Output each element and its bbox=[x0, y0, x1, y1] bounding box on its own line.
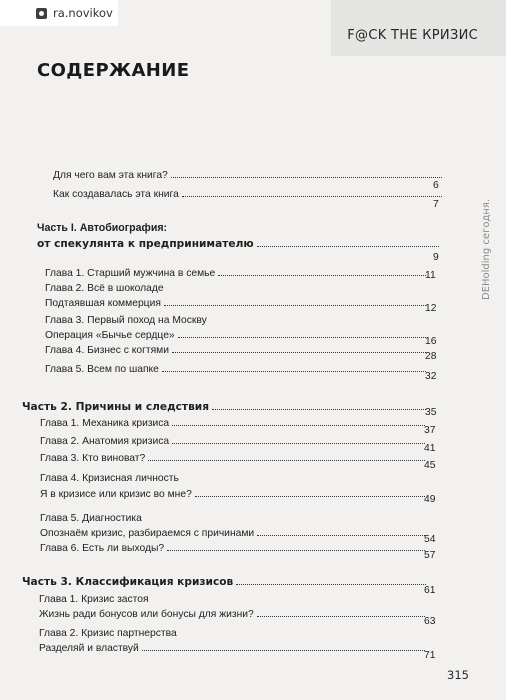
part-title: от спекулянта к предпринимателю bbox=[37, 238, 254, 250]
dot-leader bbox=[257, 534, 425, 536]
toc-page-ch5 bbox=[425, 369, 445, 382]
dot-leader bbox=[167, 549, 425, 551]
entry-title: Глава 6. Есть ли выходы? bbox=[40, 543, 165, 554]
entry-subtitle: Операция «Бычье сердце» bbox=[45, 330, 175, 341]
toc-page-ch2c bbox=[424, 648, 444, 661]
toc-entry-ch6b bbox=[40, 541, 428, 554]
entry-title: Глава 2. Анатомия кризиса bbox=[40, 436, 170, 447]
author-icon bbox=[36, 8, 47, 19]
book-title: F@CK THE КРИЗИС bbox=[347, 28, 478, 43]
page-num: 28 bbox=[425, 351, 437, 362]
toc-entry-part-3 bbox=[22, 575, 429, 588]
entry-title: Глава 5. Всем по шапке bbox=[45, 364, 159, 375]
toc-page-ch4 bbox=[425, 349, 445, 362]
toc-entry-part-1 bbox=[37, 237, 442, 250]
entry-title: Глава 1. Механика кризиса bbox=[40, 418, 170, 429]
entry-subtitle: Опознаём кризис, разбираемся с причинами bbox=[40, 528, 255, 539]
toc-page-part-3 bbox=[424, 583, 444, 596]
page-num: 11 bbox=[425, 270, 436, 281]
toc-page-ch6b bbox=[424, 548, 444, 561]
dot-leader bbox=[212, 408, 426, 410]
dot-leader bbox=[171, 176, 442, 178]
toc-page-ch2 bbox=[425, 301, 445, 314]
page-number: 315 bbox=[447, 668, 469, 682]
toc-entry-ch4b-subtitle bbox=[40, 487, 428, 500]
page-num: 57 bbox=[424, 550, 436, 561]
toc-entry-ch2b bbox=[40, 434, 428, 447]
entry-title: Глава 3. Кто виноват? bbox=[40, 453, 146, 464]
book-title-tab bbox=[331, 0, 506, 56]
dot-leader bbox=[182, 195, 442, 197]
toc-entry-ch3-title: Глава 3. Первый поход на Москву bbox=[45, 315, 207, 326]
dot-leader bbox=[178, 336, 426, 338]
dot-leader bbox=[172, 442, 425, 444]
dot-leader bbox=[142, 649, 425, 651]
toc-entry-ch4b-title: Глава 4. Кризисная личность bbox=[40, 473, 179, 484]
toc-entry-ch2c-subtitle bbox=[39, 641, 428, 654]
toc-page-ch1c bbox=[424, 614, 444, 627]
toc-entry-ch5 bbox=[45, 362, 429, 375]
toc-entry-intro-how bbox=[53, 187, 445, 200]
toc-page-ch1 bbox=[425, 268, 445, 281]
dot-leader bbox=[162, 370, 426, 372]
dot-leader bbox=[172, 351, 426, 353]
toc-entry-ch5b-title: Глава 5. Диагностика bbox=[40, 513, 142, 524]
page-num: 7 bbox=[433, 199, 439, 210]
dot-leader bbox=[172, 424, 425, 426]
toc-page-intro-how bbox=[433, 197, 447, 210]
author-name: ra.novikov bbox=[53, 6, 113, 20]
entry-title: Для чего вам эта книга? bbox=[53, 170, 168, 181]
dot-leader bbox=[218, 274, 426, 276]
toc-entry-ch1c-subtitle bbox=[39, 607, 428, 620]
part-title: Часть 2. Причины и следствия bbox=[22, 401, 209, 413]
page-num: 54 bbox=[424, 534, 436, 545]
toc-entry-intro-why bbox=[53, 168, 445, 181]
page-num: 6 bbox=[433, 180, 439, 191]
entry-title: Как создавалась эта книга bbox=[53, 189, 179, 200]
toc-entry-ch1 bbox=[45, 266, 429, 279]
toc-entry-ch3-subtitle bbox=[45, 328, 429, 341]
toc-page-part-1 bbox=[433, 250, 447, 263]
toc-entry-ch2-subtitle bbox=[45, 296, 429, 309]
bleed-through-side-text: DEHolding сегодня. bbox=[481, 198, 492, 300]
dot-leader bbox=[195, 495, 425, 497]
author-tab bbox=[0, 0, 118, 26]
entry-subtitle: Разделяй и властвуй bbox=[39, 643, 139, 654]
page-num: 45 bbox=[424, 460, 436, 471]
page-num: 63 bbox=[424, 616, 436, 627]
toc-entry-ch4 bbox=[45, 343, 429, 356]
page-header bbox=[0, 0, 506, 56]
dot-leader bbox=[236, 583, 426, 585]
page-num: 12 bbox=[425, 303, 437, 314]
page-num: 37 bbox=[424, 425, 436, 436]
toc-entry-part-2 bbox=[22, 400, 429, 413]
toc-entry-ch2c-title: Глава 2. Кризис партнерства bbox=[39, 628, 177, 639]
entry-subtitle: Жизнь ради бонусов или бонусы для жизни? bbox=[39, 609, 254, 620]
page-num: 35 bbox=[425, 407, 437, 418]
toc-entry-ch5b-subtitle bbox=[40, 526, 428, 539]
entry-title: Глава 4. Бизнес с когтями bbox=[45, 345, 170, 356]
part-title: Часть 3. Классификация кризисов bbox=[22, 576, 234, 588]
page-num: 49 bbox=[424, 494, 436, 505]
toc-entry-ch2-title: Глава 2. Всё в шоколаде bbox=[45, 283, 164, 294]
toc-entry-ch1b bbox=[40, 416, 428, 429]
page-title: СОДЕРЖАНИЕ bbox=[37, 60, 190, 81]
dot-leader bbox=[164, 304, 426, 306]
part-1-title-line1: Часть I. Автобиография: bbox=[37, 222, 168, 234]
dot-leader bbox=[148, 459, 425, 461]
toc-entry-ch1c-title: Глава 1. Кризис застоя bbox=[39, 594, 149, 605]
page-num: 61 bbox=[424, 585, 436, 596]
page-num: 32 bbox=[425, 371, 437, 382]
entry-subtitle: Я в кризисе или кризис во мне? bbox=[40, 489, 192, 500]
entry-title: Глава 1. Старший мужчина в семье bbox=[45, 268, 216, 279]
page-num: 9 bbox=[433, 252, 439, 263]
entry-subtitle: Подтаявшая коммерция bbox=[45, 298, 161, 309]
page-num: 41 bbox=[424, 443, 436, 454]
page-num: 71 bbox=[424, 650, 436, 661]
dot-leader bbox=[257, 615, 425, 617]
toc-entry-ch3b bbox=[40, 451, 428, 464]
toc-page-ch4b bbox=[424, 492, 444, 505]
dot-leader bbox=[257, 245, 439, 247]
toc-page-part-2 bbox=[425, 405, 445, 418]
page-num: 16 bbox=[425, 336, 437, 347]
toc-page-ch3b bbox=[424, 458, 444, 471]
